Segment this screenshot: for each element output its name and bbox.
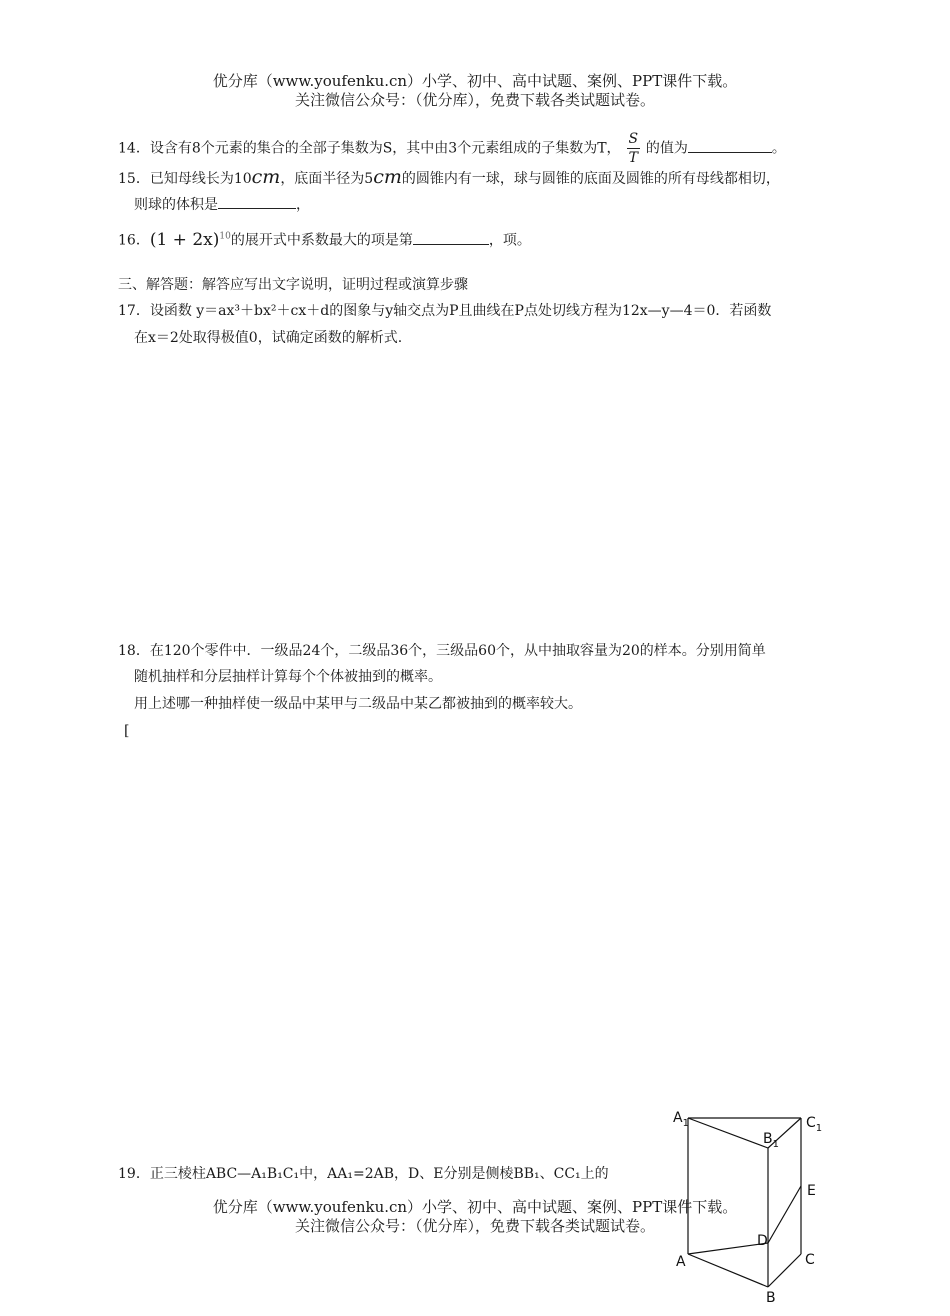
label-b1: $B_1$	[763, 1131, 779, 1150]
fraction-denominator: T	[628, 150, 638, 166]
question-18-line-3: 用上述哪一种抽样使一级品中某甲与二级品中某乙都被抽到的概率较大。	[134, 696, 582, 712]
question-18-bracket: [	[124, 723, 130, 739]
label-b: B	[766, 1290, 776, 1306]
binomial-expression	[150, 230, 231, 250]
q15-unit-1: cm	[251, 166, 281, 188]
edge-d-e	[768, 1186, 801, 1243]
q15-text-b: ，底面半径为5	[280, 171, 374, 187]
q14-answer-blank[interactable]	[688, 138, 772, 153]
label-c1: $C_1$	[806, 1115, 823, 1134]
header-line-1: 优分库（www.youfenku.cn）小学、初中、高中试题、案例、PPT课件下载。	[212, 72, 738, 90]
binomial-exponent: 10	[219, 231, 231, 241]
fraction-numerator: S	[628, 131, 639, 147]
question-18-line-1: 18．在120个零件中．一级品24个，二级品36个，三级品60个，从中抽取容量为20的样本。分别用简单	[118, 643, 766, 659]
question-19: 19．正三棱柱ABC—A₁B₁C₁中，AA₁=2AB，D、E分别是侧棱BB₁、CC₁上的	[118, 1166, 609, 1182]
edge-a-b	[688, 1254, 768, 1287]
q14-tail: 的值为	[645, 140, 688, 157]
question-18-line-2: 随机抽样和分层抽样计算每个个体被抽到的概率。	[134, 669, 442, 685]
q16-end: ，项。	[488, 232, 531, 249]
prism-edges	[688, 1118, 801, 1287]
footer-line-2: 关注微信公众号：（优分库），免费下载各类试题试卷。	[294, 1217, 655, 1235]
edge-a-d	[688, 1243, 768, 1254]
binomial-base: (1 + 2x)	[149, 229, 220, 250]
s-over-t-fraction	[627, 130, 640, 167]
question-15-line-2	[134, 194, 310, 215]
label-a: A	[676, 1254, 686, 1270]
q16-answer-blank[interactable]	[413, 230, 489, 245]
q15-text-c: 的圆锥内有一球，球与圆锥的底面及圆锥的所有母线都相切，	[401, 171, 780, 187]
q15-unit-2: cm	[373, 166, 402, 188]
q15-line-2-text: 则球的体积是	[134, 197, 218, 213]
section-3-heading: 三、解答题：解答应写出文字说明，证明过程或演算步骤	[118, 277, 468, 293]
question-15	[118, 167, 780, 189]
question-17-line-2: 在x＝2处取得极值0，试确定函数的解析式.	[134, 330, 403, 346]
edge-b-c	[768, 1254, 801, 1287]
q14-text: 14．设含有8个元素的集合的全部子集数为S，其中由3个元素组成的子集数为T，	[118, 140, 621, 157]
label-c: C	[805, 1252, 815, 1268]
question-16	[118, 226, 531, 251]
label-d: D	[757, 1233, 768, 1249]
q15-line-2-end: ，	[296, 197, 310, 213]
header-line-2: 关注微信公众号：（优分库），免费下载各类试题试卷。	[294, 91, 655, 109]
q15-text-a: 15．已知母线长为10	[118, 171, 252, 187]
q16-number: 16．	[118, 232, 150, 249]
prism-figure	[660, 1100, 840, 1310]
edge-a1-b1	[688, 1118, 768, 1148]
question-17-line-1: 17．设函数 y＝ax³＋bx²＋cx＋d的图象与y轴交点为P且曲线在P点处切线方程为12x—y—4＝0．若函数	[118, 303, 772, 319]
label-e: E	[807, 1183, 816, 1199]
q16-text: 的展开式中系数最大的项是第	[230, 232, 413, 249]
q15-answer-blank[interactable]	[218, 194, 296, 209]
footer-line-1: 优分库（www.youfenku.cn）小学、初中、高中试题、案例、PPT课件下载。	[212, 1198, 738, 1216]
q14-end: 。	[771, 140, 786, 157]
label-a1: $A_1$	[673, 1110, 689, 1129]
question-14	[118, 130, 786, 167]
